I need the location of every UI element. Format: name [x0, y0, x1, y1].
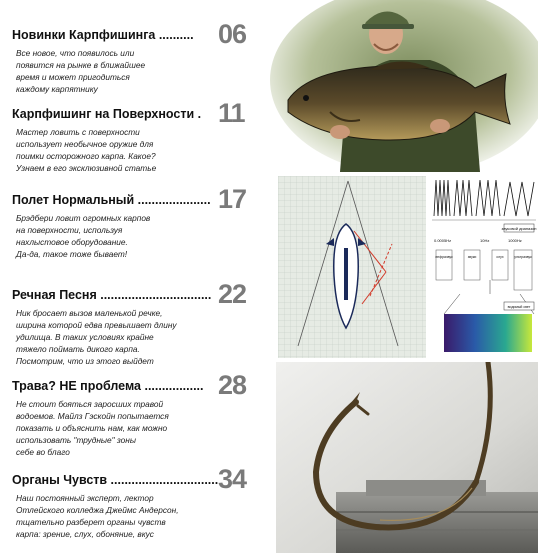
label-ultrasound: ультразвук: [514, 255, 532, 259]
surface-approach-diagram: [278, 176, 426, 358]
entry-description: Наш постоянный эксперт, лектор Отлейского колледжа Джеймс Андерсон, тщательно разберет органы чувств карпа: зрение, слух, обоняние, вкус: [16, 493, 179, 539]
page-number: 11: [218, 98, 245, 128]
entry-description: Не стоит бояться заросших травой водоемов. Майлз Гэскойн попытается показать и объяснить нам, как можно использовать "трудные" зоны себе во благо: [16, 399, 169, 457]
entry-title: Карпфишинг на Поверхности .: [12, 107, 202, 121]
entry-description: Все новое, что появилось или появится на рынке в ближайшее время и может пригодиться каждому карпятнику: [16, 48, 146, 94]
page-number: 17: [218, 184, 247, 214]
label-sounds: звуки: [467, 255, 477, 259]
page-number: 34: [218, 464, 247, 494]
page-number: 22: [218, 279, 247, 309]
label-infrasound: инфразвук: [435, 255, 453, 259]
fishing-hook-photo: [276, 362, 538, 553]
label-mid-freq: 10Hz: [480, 238, 490, 243]
label-visible-light: видимый свет: [507, 305, 531, 309]
label-high-freq: 1000Hz: [508, 238, 522, 243]
entry-title: Трава? НЕ проблема .................: [12, 379, 204, 393]
label-low-freq: 0.0005Hz: [434, 238, 452, 243]
entry-title: Речная Песня ................................: [12, 288, 212, 302]
entry-description: Мастер ловить с поверхности использует необычное оружие для поимки осторожного карпа. Какое? Узнаем в его эксклюзивной статье: [16, 127, 157, 173]
label-sound-range: звуковой диапазон: [501, 226, 537, 231]
entry-description: Брэдбери ловит огромных карпов на поверхности, используя нахлыстовое оборудование. Да-да, такое тоже бывает!: [16, 213, 151, 259]
entry-title: Полет Нормальный .....................: [12, 193, 211, 207]
entry-title: Органы Чувств ...............................: [12, 473, 218, 487]
page-number: 06: [218, 19, 247, 49]
page-number: 28: [218, 370, 247, 400]
frequency-spectrum-chart: [430, 176, 538, 358]
label-hearing: слух: [496, 255, 504, 259]
entry-title: Новинки Карпфишинга ..........: [12, 28, 194, 42]
entry-description: Ник бросает вызов маленькой речке, ширина которой едва превышает длину удилища. В таких условиях крайне тяжело поймать дикого карпа. Посмотрим, что из этого выйдет: [16, 308, 177, 366]
angler-carp-photo: [270, 0, 538, 172]
